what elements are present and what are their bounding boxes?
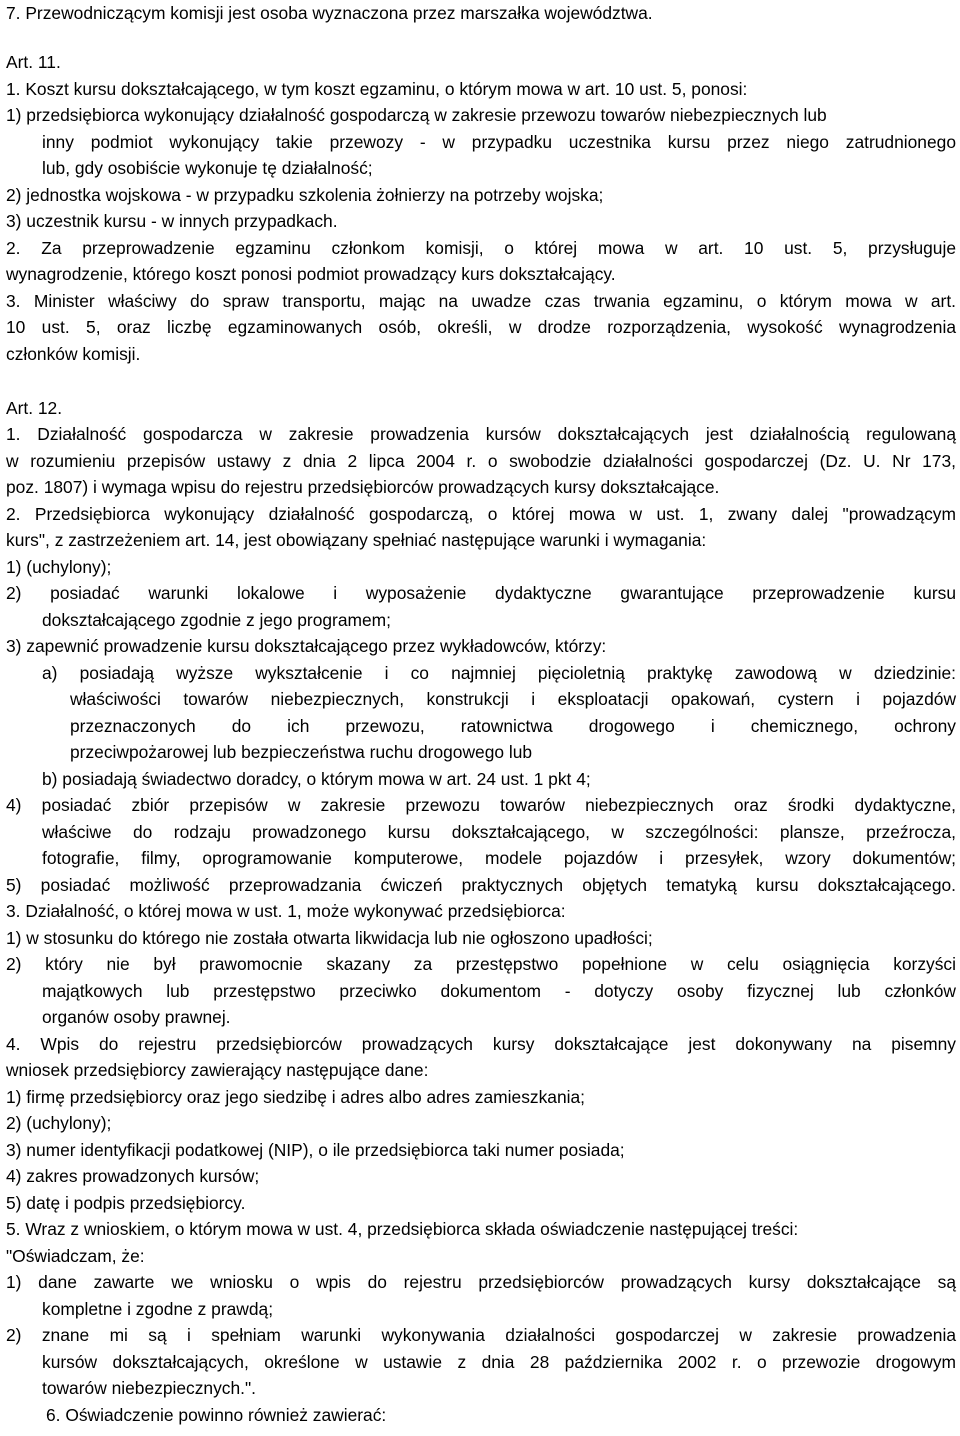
text-line: 2) (uchylony); <box>6 1113 112 1133</box>
text-line: 2) który nie był prawomocnie skazany za przestępstwo popełnione w celu osiągnięcia korzyści <box>6 954 956 974</box>
text-line: organów osoby prawnej. <box>42 1007 231 1027</box>
text-line: 1. Działalność gospodarcza w zakresie prowadzenia kursów dokształcających jest działalnością regulowaną <box>6 424 956 444</box>
text-line: 1) firmę przedsiębiorcy oraz jego siedzibę i adres albo adres zamieszkania; <box>6 1087 585 1107</box>
text-line: wniosek przedsiębiorcy zawierający następujące dane: <box>6 1060 429 1080</box>
text-line: 1. Koszt kursu dokształcającego, w tym koszt egzaminu, o którym mowa w art. 10 ust. 5, ponosi: <box>6 79 748 99</box>
text-line: 4) zakres prowadzonych kursów; <box>6 1166 260 1186</box>
text-line: 2. Przedsiębiorca wykonujący działalność gospodarczą, o której mowa w ust. 1, zwany dalej "prowadzącym <box>6 504 956 524</box>
text-line: właściwości towarów niebezpiecznych, konstrukcji i eksploatacji opakowań, cystern i pojazdów <box>70 689 956 709</box>
text-line: majątkowych lub przestępstwo przeciwko dokumentom - dotyczy osoby fizycznej lub członków <box>42 981 956 1001</box>
text-line: 5) posiadać możliwość przeprowadzania ćwiczeń praktycznych objętych tematyką kursu dokształcającego. <box>6 875 956 895</box>
text-line: 2. Za przeprowadzenie egzaminu członkom komisji, o której mowa w art. 10 ust. 5, przysługuje <box>6 238 956 258</box>
text-line: 5) datę i podpis przedsiębiorcy. <box>6 1193 246 1213</box>
text-line: b) posiadają świadectwo doradcy, o którym mowa w art. 24 ust. 1 pkt 4; <box>42 769 591 789</box>
text-line: dokształcającego zgodnie z jego programem; <box>42 610 391 630</box>
text-line: 4. Wpis do rejestru przedsiębiorców prowadzących kursy dokształcające jest dokonywany na pisemny <box>6 1034 956 1054</box>
text-line: towarów niebezpiecznych.". <box>42 1378 257 1398</box>
text-line: 3) uczestnik kursu - w innych przypadkach. <box>6 211 338 231</box>
text-line: kurs", z zastrzeżeniem art. 14, jest obowiązany spełniać następujące warunki i wymagania: <box>6 530 707 550</box>
text-line: kompletne i zgodne z prawdą; <box>42 1299 274 1319</box>
text-line: właściwe do rodzaju prowadzonego kursu dokształcającego, w szczególności: plansze, przeźrocza, <box>42 822 956 842</box>
text-line: kursów dokształcających, określone w ustawie z dnia 28 października 2002 r. o przewozie drogowym <box>42 1352 956 1372</box>
text-line: w rozumieniu przepisów ustawy z dnia 2 lipca 2004 r. o swobodzie działalności gospodarczej (Dz. U. Nr 173, <box>6 451 956 471</box>
text-line: poz. 1807) i wymaga wpisu do rejestru przedsiębiorców prowadzących kursy dokształcające. <box>6 477 720 497</box>
text-line: lub, gdy osobiście wykonuje tę działalność; <box>42 158 373 178</box>
text-line: 1) przedsiębiorca wykonujący działalność gospodarczą w zakresie przewozu towarów niebezpiecznych lub <box>6 105 827 125</box>
text-line: 2) jednostka wojskowa - w przypadku szkolenia żołnierzy na potrzeby wojska; <box>6 185 604 205</box>
text-line: 3. Minister właściwy do spraw transportu, mając na uwadze czas trwania egzaminu, o którym mowa w art. <box>6 291 956 311</box>
article-heading: Art. 12. <box>6 398 63 418</box>
text-line: 3) zapewnić prowadzenie kursu dokształcającego przez wykładowców, którzy: <box>6 636 607 656</box>
text-line: 1) w stosunku do którego nie została otwarta likwidacja lub nie ogłoszono upadłości; <box>6 928 653 948</box>
text-line: 5. Wraz z wnioskiem, o którym mowa w ust. 4, przedsiębiorca składa oświadczenie następującej treści: <box>6 1219 799 1239</box>
text-line: 6. Oświadczenie powinno również zawierać: <box>46 1405 387 1425</box>
text-line: przeznaczonych do ich przewozu, ratownictwa drogowego i chemicznego, ochrony <box>70 716 956 736</box>
text-line: 3) numer identyfikacji podatkowej (NIP), o ile przedsiębiorca taki numer posiada; <box>6 1140 625 1160</box>
text-line: fotografie, filmy, oprogramowanie komputerowe, modele pojazdów i przesyłek, wzory dokumentów; <box>42 848 956 868</box>
text-line: inny podmiot wykonujący takie przewozy - w przypadku uczestnika kursu przez niego zatrudnionego <box>42 132 956 152</box>
text-line: "Oświadczam, że: <box>6 1246 145 1266</box>
text-line: przeciwpożarowej lub bezpieczeństwa ruchu drogowego lub <box>70 742 533 762</box>
text-line: 1) dane zawarte we wniosku o wpis do rejestru przedsiębiorców prowadzących kursy dokształcające są <box>6 1272 956 1292</box>
text-line: 1) (uchylony); <box>6 557 112 577</box>
text-line: wynagrodzenie, którego koszt ponosi podmiot prowadzący kurs dokształcający. <box>6 264 616 284</box>
text-line: 7. Przewodniczącym komisji jest osoba wyznaczona przez marszałka województwa. <box>6 3 653 23</box>
text-line: a) posiadają wyższe wykształcenie i co najmniej pięcioletnią praktykę zawodową w dziedzinie: <box>42 663 956 683</box>
text-line: 4) posiadać zbiór przepisów w zakresie przewozu towarów niebezpiecznych oraz środki dydaktyczne, <box>6 795 956 815</box>
text-line: 3. Działalność, o której mowa w ust. 1, może wykonywać przedsiębiorca: <box>6 901 566 921</box>
text-line: 2) posiadać warunki lokalowe i wyposażenie dydaktyczne gwarantujące przeprowadzenie kursu <box>6 583 956 603</box>
article-heading: Art. 11. <box>6 52 61 72</box>
text-line: 10 ust. 5, oraz liczbę egzaminowanych osób, określi, w drodze rozporządzenia, wysokość wynagrodzenia <box>6 317 956 337</box>
text-line: członków komisji. <box>6 344 141 364</box>
text-line: 2) znane mi są i spełniam warunki wykonywania działalności gospodarczej w zakresie prowadzenia <box>6 1325 956 1345</box>
